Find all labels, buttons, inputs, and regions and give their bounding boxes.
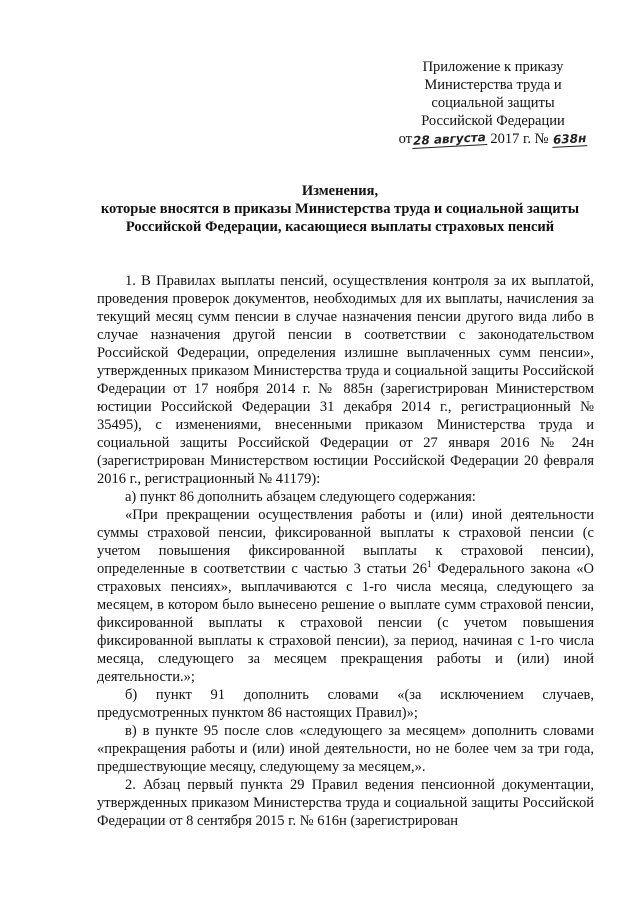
paragraph-3 [97,506,594,686]
handwritten-order-number: 638н [552,131,587,147]
annex-date-line [398,130,588,148]
title-line-3: Российской Федерации, касающиеся выплаты страховых пенсий [125,219,555,235]
handwritten-date: 28 августа [412,130,487,148]
paragraph-2: а) пункт 86 дополнить абзацем следующего содержания: [125,489,476,505]
title-line-2: которые вносятся в приказы Министерства труда и социальной защиты [100,201,580,217]
document-title [90,182,590,236]
paragraph-6: 2. Абзац первый пункта 29 Правил ведения пенсионной документации, утвержденных приказом Министерства труда и социальной защиты Российской Федерации от 8 сентября 2015 г. № 616н (зарегистрирован [97,777,594,829]
year-text: 2017 г. № [490,131,549,147]
annex-line-2: Министерства труда и [424,77,562,93]
paragraph-1: 1. В Правилах выплаты пенсий, осуществления контроля за их выплатой, проведения проверок документов, необходимых для их выплаты, начисления за текущий месяц сумм пенсии в случае назначения пенсии другого вида либо в случае назначения другой пенсии в соответствии с законодательством Российской Федерации, определения излишне выплаченных сумм пенсии», утвержденных приказом Министерства труда и социальной защиты Российской Федерации от 17 ноября 2014 г. № 885н (зарегистрирован Министерством юстиции Российской Федерации 31 декабря 2014 г., регистрационный № 35495), с изменениями, внесенными приказом Министерства труда и социальной защиты Российской Федерации от 27 января 2016 № 24н (зарегистрирован Министерством юстиции Российской Федерации 20 февраля 2016 г., регистрационный № 41179): [97,273,594,487]
annex-line-4: Российской Федерации [421,113,565,129]
paragraph-3-part-b: Федерального закона «О страховых пенсиях», выплачиваются с 1-го числа месяца, следующего за месяцем, в котором было вынесено решение о выплате сумм страховой пенсии, фиксированной выплаты к страховой пенсии (с учетом повышения фиксированной выплаты к страховой пенсии), за период, начиная с 1-го числа месяца, следующего за месяцем прекращения работы и (или) иной деятельности.»; [97,561,594,685]
paragraph-5: в) в пункте 95 после слов «следующего за месяцем» дополнить словами «прекращения работы и (или) иной деятельности, но не более чем за три года, предшествующие месяцу, следующему за месяцем,». [97,723,594,775]
document-body [97,272,594,830]
annex-line-3: социальной защиты [431,95,555,111]
paragraph-3-part-a: «При прекращении осуществления работы и (или) иной деятельности суммы страховой пенсии, фиксированной выплаты к страховой пенсии (с учетом повышения фиксированной выплаты к страховой пенсии), определенные в соответствии с частью 3 статьи 26 [97,507,594,577]
annex-header [398,58,588,148]
date-prefix: от [398,131,412,147]
title-line-1: Изменения, [301,183,379,199]
superscript-one: 1 [426,559,432,570]
paragraph-4: б) пункт 91 дополнить словами «(за исключением случаев, предусмотренных пунктом 86 настоящих Правил)»; [97,687,594,721]
annex-line-1: Приложение к приказу [422,59,564,75]
